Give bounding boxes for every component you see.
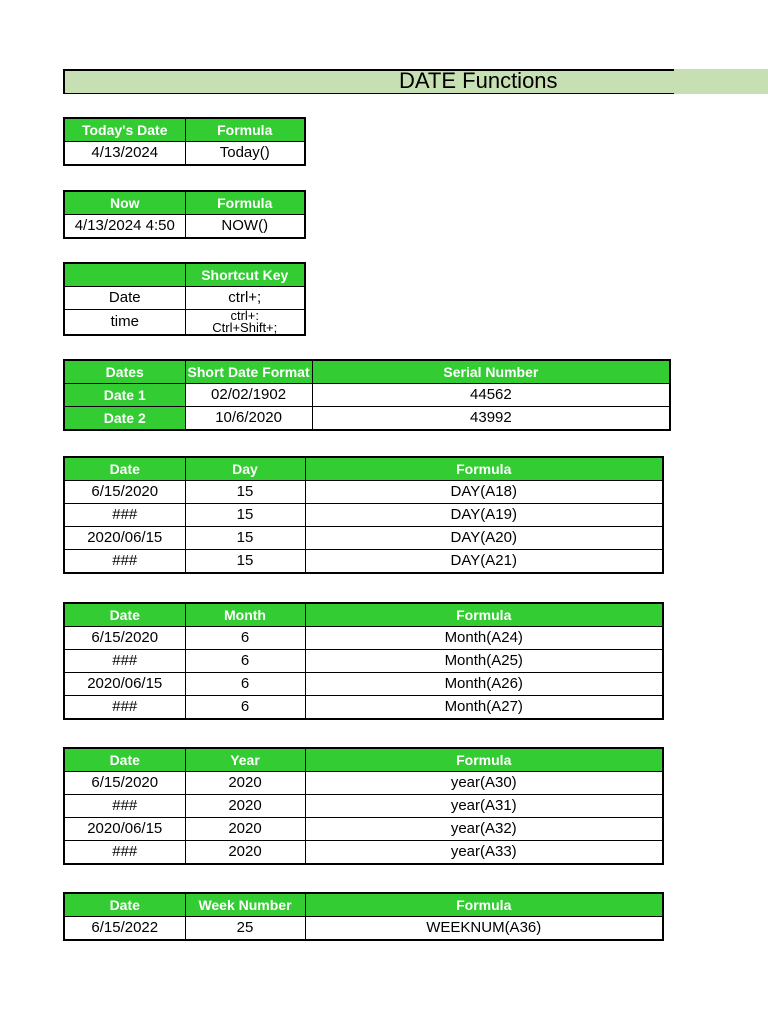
header-cell[interactable]: Day bbox=[185, 457, 305, 481]
cell[interactable]: 2020 bbox=[185, 795, 305, 818]
cell[interactable]: 15 bbox=[185, 504, 305, 527]
week-number-table bbox=[63, 892, 664, 941]
cell[interactable]: DAY(A20) bbox=[305, 527, 663, 550]
cell[interactable]: Month(A25) bbox=[305, 650, 663, 673]
page-title: DATE Functions bbox=[399, 68, 558, 93]
cell[interactable]: 4/13/2024 4:50 bbox=[64, 215, 185, 239]
header-cell[interactable]: Short Date Format bbox=[185, 360, 312, 384]
cell[interactable]: ### bbox=[64, 650, 185, 673]
cell[interactable]: NOW() bbox=[185, 215, 305, 239]
cell[interactable]: Month(A24) bbox=[305, 627, 663, 650]
cell[interactable]: 4/13/2024 bbox=[64, 142, 185, 166]
header-cell[interactable]: Date bbox=[64, 457, 185, 481]
cell[interactable]: 2020 bbox=[185, 841, 305, 865]
cell[interactable]: 6 bbox=[185, 696, 305, 720]
cell[interactable]: year(A30) bbox=[305, 772, 663, 795]
row-header-cell[interactable]: Date 1 bbox=[64, 384, 185, 407]
header-cell[interactable]: Now bbox=[64, 191, 185, 215]
cell[interactable]: 6/15/2022 bbox=[64, 917, 185, 941]
cell[interactable]: ### bbox=[64, 841, 185, 865]
header-cell[interactable]: Shortcut Key bbox=[185, 263, 305, 287]
title-band-extension bbox=[674, 69, 768, 94]
month-table bbox=[63, 602, 664, 720]
cell[interactable]: 15 bbox=[185, 481, 305, 504]
cell[interactable]: DAY(A21) bbox=[305, 550, 663, 574]
cell[interactable]: ctrl+; bbox=[185, 287, 305, 310]
header-cell[interactable]: Formula bbox=[305, 893, 663, 917]
cell[interactable]: year(A31) bbox=[305, 795, 663, 818]
cell[interactable]: ### bbox=[64, 550, 185, 574]
cell[interactable]: 44562 bbox=[312, 384, 670, 407]
header-cell[interactable]: Dates bbox=[64, 360, 185, 384]
header-cell[interactable]: Date bbox=[64, 603, 185, 627]
cell[interactable]: WEEKNUM(A36) bbox=[305, 917, 663, 941]
header-cell[interactable]: Formula bbox=[185, 191, 305, 215]
cell[interactable]: year(A32) bbox=[305, 818, 663, 841]
cell[interactable]: 6/15/2020 bbox=[64, 481, 185, 504]
cell[interactable]: 2020 bbox=[185, 772, 305, 795]
header-cell[interactable]: Today's Date bbox=[64, 118, 185, 142]
cell[interactable]: 2020/06/15 bbox=[64, 673, 185, 696]
cell[interactable]: 2020/06/15 bbox=[64, 527, 185, 550]
cell-line: ctrl+: bbox=[230, 309, 260, 323]
dates-table bbox=[63, 359, 671, 431]
cell[interactable]: 25 bbox=[185, 917, 305, 941]
day-table bbox=[63, 456, 664, 574]
cell[interactable]: 2020/06/15 bbox=[64, 818, 185, 841]
cell[interactable]: ### bbox=[64, 504, 185, 527]
header-cell[interactable]: Formula bbox=[305, 748, 663, 772]
header-cell[interactable]: Serial Number bbox=[312, 360, 670, 384]
row-header-cell[interactable]: Date 2 bbox=[64, 407, 185, 431]
now-table bbox=[63, 190, 306, 239]
header-cell[interactable]: Formula bbox=[305, 457, 663, 481]
header-cell[interactable]: Week Number bbox=[185, 893, 305, 917]
cell[interactable]: 6/15/2020 bbox=[64, 627, 185, 650]
cell[interactable]: 6 bbox=[185, 673, 305, 696]
header-cell[interactable]: Formula bbox=[185, 118, 305, 142]
shortcut-table bbox=[63, 262, 306, 336]
cell[interactable]: 43992 bbox=[312, 407, 670, 431]
cell[interactable]: 6 bbox=[185, 650, 305, 673]
cell[interactable]: Month(A26) bbox=[305, 673, 663, 696]
cell[interactable]: Today() bbox=[185, 142, 305, 166]
cell[interactable]: Date bbox=[64, 287, 185, 310]
header-cell[interactable] bbox=[64, 263, 185, 287]
header-cell[interactable]: Date bbox=[64, 893, 185, 917]
cell[interactable]: ### bbox=[64, 795, 185, 818]
title-band bbox=[63, 69, 674, 94]
cell[interactable]: 15 bbox=[185, 527, 305, 550]
header-cell[interactable]: Formula bbox=[305, 603, 663, 627]
cell[interactable] bbox=[185, 310, 305, 336]
cell-line: Ctrl+Shift+; bbox=[212, 320, 278, 335]
header-cell[interactable]: Year bbox=[185, 748, 305, 772]
cell[interactable]: 10/6/2020 bbox=[185, 407, 312, 431]
header-cell[interactable]: Month bbox=[185, 603, 305, 627]
cell[interactable]: 02/02/1902 bbox=[185, 384, 312, 407]
cell[interactable]: 2020 bbox=[185, 818, 305, 841]
header-cell[interactable]: Date bbox=[64, 748, 185, 772]
cell[interactable]: 6 bbox=[185, 627, 305, 650]
cell[interactable]: 6/15/2020 bbox=[64, 772, 185, 795]
year-table bbox=[63, 747, 664, 865]
cell[interactable]: ### bbox=[64, 696, 185, 720]
todays-date-table bbox=[63, 117, 306, 166]
cell[interactable]: DAY(A19) bbox=[305, 504, 663, 527]
cell[interactable]: 15 bbox=[185, 550, 305, 574]
cell[interactable]: year(A33) bbox=[305, 841, 663, 865]
cell[interactable]: Month(A27) bbox=[305, 696, 663, 720]
cell[interactable]: DAY(A18) bbox=[305, 481, 663, 504]
cell[interactable]: time bbox=[64, 310, 185, 336]
